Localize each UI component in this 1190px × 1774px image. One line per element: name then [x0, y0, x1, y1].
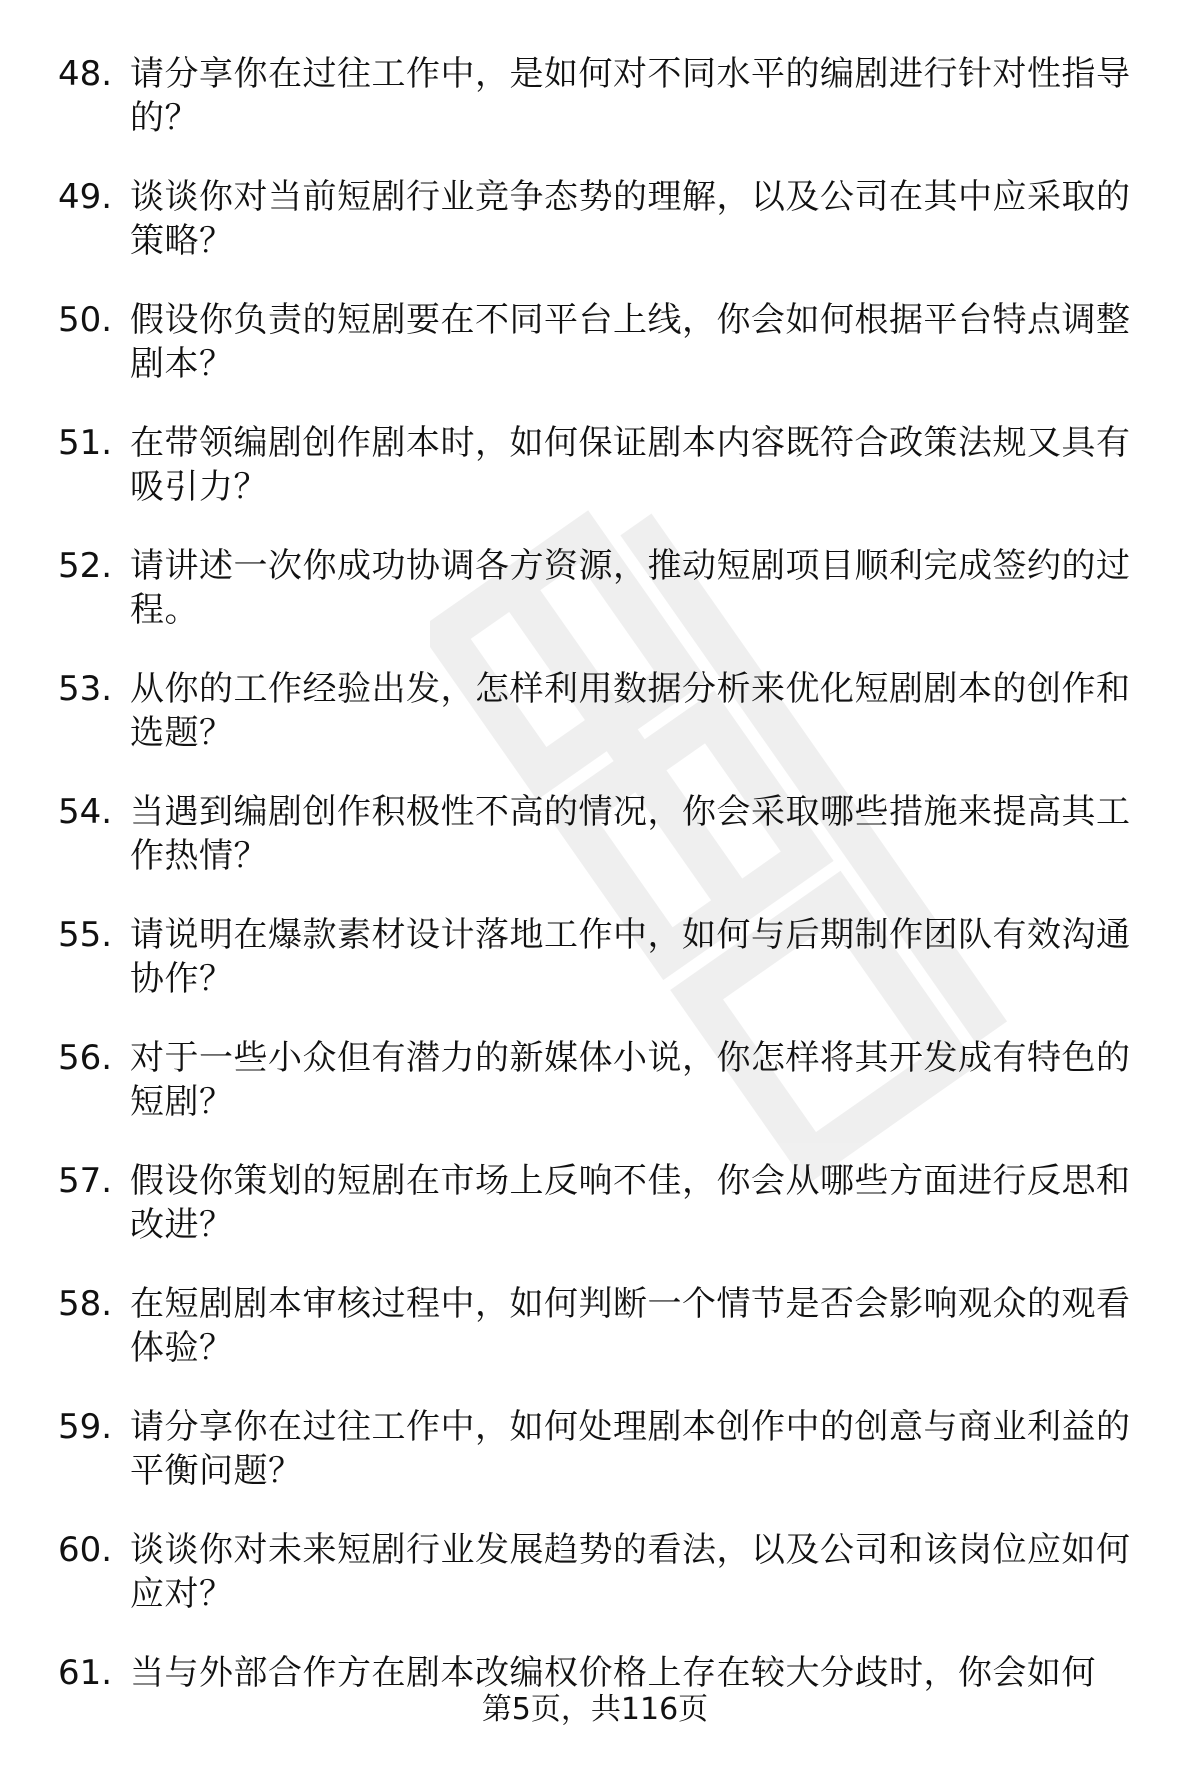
question-text: 谈谈你对当前短剧行业竞争态势的理解，以及公司在其中应采取的策略？ [130, 177, 1131, 261]
question-text: 对于一些小众但有潜力的新媒体小说，你怎样将其开发成有特色的短剧？ [130, 1038, 1131, 1122]
question-text: 当与外部合作方在剧本改编权价格上存在较大分歧时，你会如何 [130, 1653, 1096, 1693]
question-text: 请讲述一次你成功协调各方资源，推动短剧项目顺利完成签约的过程。 [130, 546, 1131, 630]
list-item [58, 790, 1143, 913]
list-item [58, 1282, 1143, 1405]
question-text: 谈谈你对未来短剧行业发展趋势的看法，以及公司和该岗位应如何应对？ [130, 1530, 1131, 1614]
question-text: 当遇到编剧创作积极性不高的情况，你会采取哪些措施来提高其工作热情？ [130, 792, 1131, 876]
question-number: 50. [58, 300, 113, 340]
question-number: 59. [58, 1407, 113, 1447]
question-text: 请说明在爆款素材设计落地工作中，如何与后期制作团队有效沟通协作？ [130, 915, 1131, 999]
question-text: 假设你负责的短剧要在不同平台上线，你会如何根据平台特点调整剧本？ [130, 300, 1131, 384]
question-number: 60. [58, 1530, 113, 1570]
question-text: 假设你策划的短剧在市场上反响不佳，你会从哪些方面进行反思和改进？ [130, 1161, 1131, 1245]
list-item [58, 52, 1143, 175]
question-number: 57. [58, 1161, 113, 1201]
question-text: 请分享你在过往工作中，如何处理剧本创作中的创意与商业利益的平衡问题？ [130, 1407, 1131, 1491]
question-number: 49. [58, 177, 113, 217]
question-number: 48. [58, 54, 113, 94]
question-text: 在短剧剧本审核过程中，如何判断一个情节是否会影响观众的观看体验？ [130, 1284, 1131, 1368]
list-item [58, 298, 1143, 421]
list-item [58, 421, 1143, 544]
page-footer: 第5页，共116页 [481, 1692, 709, 1727]
question-number: 52. [58, 546, 113, 586]
question-number: 56. [58, 1038, 113, 1078]
list-item [58, 175, 1143, 298]
question-number: 51. [58, 423, 113, 463]
list-item [58, 667, 1143, 790]
question-text: 在带领编剧创作剧本时，如何保证剧本内容既符合政策法规又具有吸引力？ [130, 423, 1131, 507]
question-number: 55. [58, 915, 113, 955]
list-item [58, 1036, 1143, 1159]
question-text: 从你的工作经验出发，怎样利用数据分析来优化短剧剧本的创作和选题？ [130, 669, 1131, 753]
question-text: 请分享你在过往工作中，是如何对不同水平的编剧进行针对性指导的？ [130, 54, 1131, 138]
list-item [58, 913, 1143, 1036]
question-number: 61. [58, 1653, 113, 1693]
question-number: 54. [58, 792, 113, 832]
list-item [58, 544, 1143, 667]
list-item [58, 1405, 1143, 1528]
list-item [58, 1528, 1143, 1651]
question-number: 58. [58, 1284, 113, 1324]
list-item [58, 1159, 1143, 1282]
question-list [58, 52, 1143, 1774]
question-number: 53. [58, 669, 113, 709]
